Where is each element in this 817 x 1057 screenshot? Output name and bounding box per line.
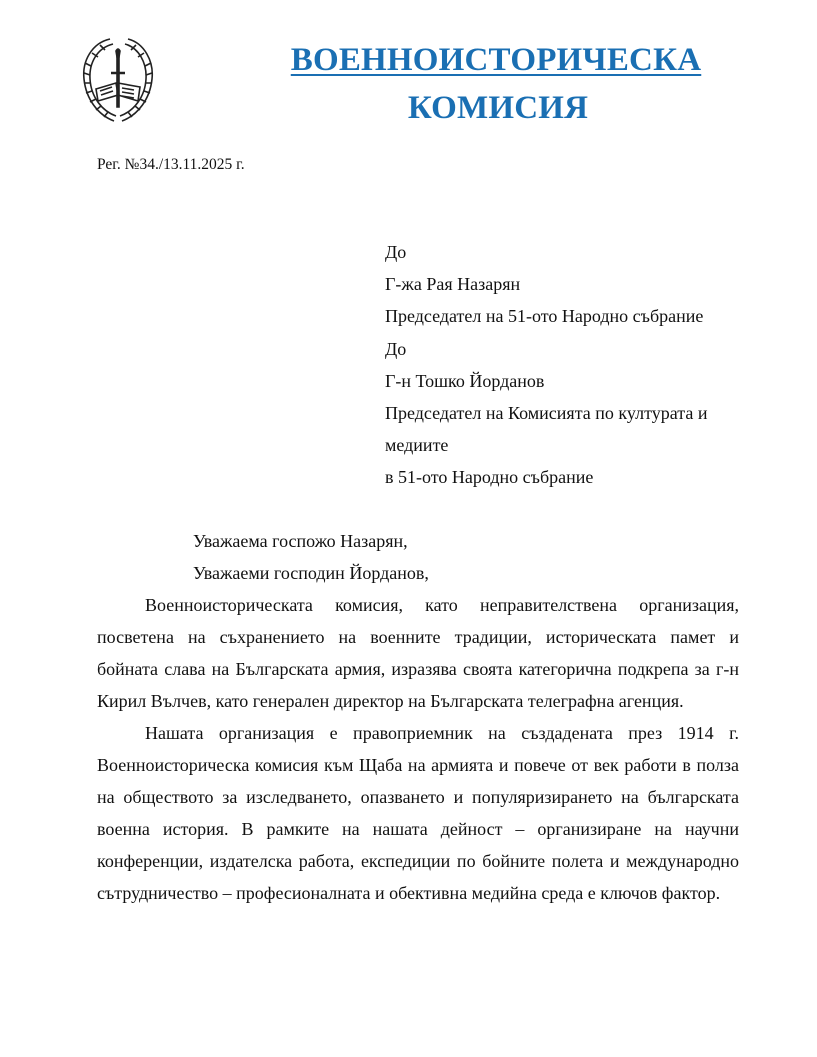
addressee-line: медиите	[385, 435, 449, 456]
wreath-sword-book-emblem-icon	[80, 33, 156, 125]
addressee-block	[385, 236, 707, 494]
addressee-line: До	[385, 338, 407, 359]
addressee-line: в 51-ото Народно събрание	[385, 467, 594, 488]
body-line: военна история. В рамките на нашата дейност – организиране на научни	[97, 819, 739, 839]
organization-title	[280, 36, 712, 132]
body-line: Кирил Вълчев, като генерален директор на Българската телеграфна агенция.	[97, 691, 684, 711]
addressee-line: Председател на 51-ото Народно събрание	[385, 306, 704, 327]
body-line: посветена на съхранението на военните традиции, историческата памет и	[97, 627, 739, 647]
addressee-line: Г-н Тошко Йорданов	[385, 370, 545, 391]
body-line: Военноисторическа комисия към Щаба на армията и повече от век работи в полза	[97, 755, 739, 775]
letter-body	[97, 589, 739, 909]
body-line: на обществото за изследването, опазването и популяризирането на българската	[97, 787, 739, 807]
registration-number: Рег. №34./13.11.2025 г.	[97, 156, 245, 173]
body-line: бойната слава на Българската армия, изразява своята категорична подкрепа за г-н	[97, 659, 739, 679]
body-line: Военноисторическата комисия, като неправителствена организация,	[145, 595, 739, 615]
salutation-line: Уважаема госпожо Назарян,	[193, 531, 408, 551]
addressee-line: Председател на Комисията по културата и	[385, 403, 708, 424]
title-line-2: КОМИСИЯ	[407, 90, 589, 126]
body-line: сътрудничество – професионалната и обективна медийна среда е ключов фактор.	[97, 883, 721, 903]
salutation-line: Уважаеми господин Йорданов,	[193, 563, 429, 583]
paragraph-2	[97, 717, 739, 909]
title-line-1: ВОЕННОИСТОРИЧЕСКА	[290, 42, 702, 78]
addressee-line: Г-жа Рая Назарян	[385, 274, 521, 295]
body-line: Нашата организация е правоприемник на създадената през 1914 г.	[145, 723, 739, 743]
paragraph-1	[97, 589, 739, 717]
salutation-block	[193, 525, 429, 589]
addressee-line: До	[385, 242, 407, 262]
body-line: конференции, издателска работа, експедиции по бойните полета и международно	[97, 851, 739, 871]
